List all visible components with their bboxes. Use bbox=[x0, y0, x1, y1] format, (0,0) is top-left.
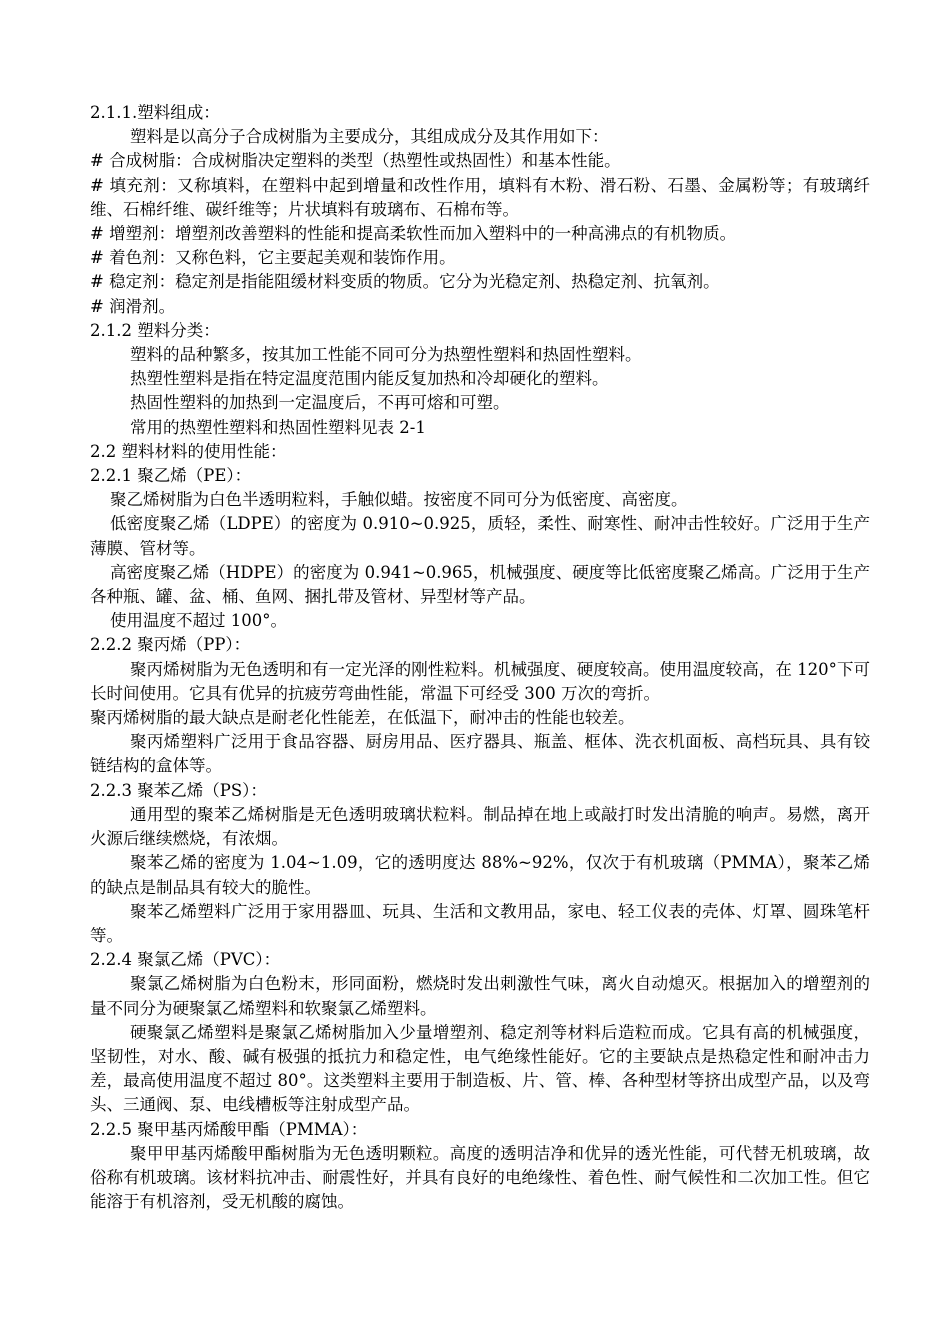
section-heading: 2.2.5 聚甲基丙烯酸甲酯（PMMA）： bbox=[90, 1119, 368, 1139]
paragraph: 聚苯乙烯塑料广泛用于家用器皿、玩具、生活和文教用品，家电、轻工仪表的壳体、灯罩、圆珠笔杆等。 bbox=[90, 901, 870, 945]
list-item: # 填充剂：又称填料，在塑料中起到增量和改性作用，填料有木粉、滑石粉、石墨、金属粉等；有玻璃纤维、石棉纤维、碳纤维等；片状填料有玻璃布、石棉布等。 bbox=[90, 175, 870, 219]
section-heading: 2.2 塑料材料的使用性能： bbox=[90, 441, 287, 461]
paragraph: 聚乙烯树脂为白色半透明粒料，手触似蜡。按密度不同可分为低密度、高密度。 bbox=[110, 490, 688, 510]
list-item: # 稳定剂：稳定剂是指能阻缓材料变质的物质。它分为光稳定剂、热稳定剂、抗氧剂。 bbox=[90, 272, 720, 292]
section-heading: 2.2.4 聚氯乙烯（PVC）： bbox=[90, 950, 281, 970]
paragraph: 高密度聚乙烯（HDPE）的密度为 0.941~0.965，机械强度、硬度等比低密度聚乙烯高。广泛用于生产各种瓶、罐、盆、桶、鱼网、捆扎带及管材、异型材等产品。 bbox=[90, 562, 870, 607]
paragraph: 聚丙烯树脂为无色透明和有一定光泽的刚性粒料。机械强度、硬度较高。使用温度较高，在 120°下可长时间使用。它具有优异的抗疲劳弯曲性能，常温下可经受 300 万次的弯折。 bbox=[90, 659, 870, 703]
section-heading: 2.2.2 聚丙烯（PP）： bbox=[90, 635, 251, 655]
paragraph: 塑料的品种繁多，按其加工性能不同可分为热塑性塑料和热固性塑料。 bbox=[130, 345, 642, 365]
section-heading: 2.2.3 聚苯乙烯（PS）： bbox=[90, 780, 267, 800]
list-item: # 润滑剂。 bbox=[90, 296, 176, 316]
paragraph: 常用的热塑性塑料和热固性塑料见表 2-1 bbox=[130, 417, 426, 437]
paragraph: 热固性塑料的加热到一定温度后，不再可熔和可塑。 bbox=[130, 393, 510, 413]
paragraph: 硬聚氯乙烯塑料是聚氯乙烯树脂加入少量增塑剂、稳定剂等材料后造粒而成。它具有高的机械强度，坚韧性，对水、酸、碱有极强的抵抗力和稳定性，电气绝缘性能好。它的主要缺点是热稳定性和耐冲击力差，最高使用温度不超过 80°。这类塑料主要用于制造板、片、管、棒、各种型材等挤出成型产品，以及弯头、三通阀、泵、电线槽板等注射成型产品。 bbox=[90, 1022, 870, 1115]
paragraph: 塑料是以高分子合成树脂为主要成分，其组成成分及其作用如下： bbox=[130, 127, 609, 147]
section-heading: 2.1.2 塑料分类： bbox=[90, 320, 220, 340]
paragraph: 聚丙烯树脂的最大缺点是耐老化性能差，在低温下，耐冲击的性能也较差。 bbox=[90, 708, 635, 728]
paragraph: 聚甲甲基丙烯酸甲酯树脂为无色透明颗粒。高度的透明洁净和优异的透光性能，可代替无机玻璃，故俗称有机玻璃。该材料抗冲击、耐震性好，并具有良好的电绝缘性、着色性、耐气候性和二次加工性。但它能溶于有机溶剂，受无机酸的腐蚀。 bbox=[90, 1143, 870, 1212]
section-heading: 2.2.1 聚乙烯（PE）： bbox=[90, 466, 252, 486]
list-item: # 增塑剂：增塑剂改善塑料的性能和提高柔软性而加入塑料中的一种高沸点的有机物质。 bbox=[90, 224, 737, 244]
paragraph: 低密度聚乙烯（LDPE）的密度为 0.910~0.925，质轻，柔性、耐寒性、耐冲击性较好。广泛用于生产薄膜、管材等。 bbox=[90, 514, 870, 558]
paragraph: 聚丙烯塑料广泛用于食品容器、厨房用品、医疗器具、瓶盖、框体、洗衣机面板、高档玩具、具有铰链结构的盒体等。 bbox=[90, 732, 870, 776]
paragraph: 聚氯乙烯树脂为白色粉末，形同面粉，燃烧时发出刺激性气味，离火自动熄灭。根据加入的增塑剂的量不同分为硬聚氯乙烯塑料和软聚氯乙烯塑料。 bbox=[90, 974, 870, 1018]
paragraph: 聚苯乙烯的密度为 1.04~1.09，它的透明度达 88%~92%，仅次于有机玻璃（PMMA），聚苯乙烯的缺点是制品具有较大的脆性。 bbox=[90, 853, 870, 897]
list-item: # 合成树脂：合成树脂决定塑料的类型（热塑性或热固性）和基本性能。 bbox=[90, 151, 621, 171]
list-item: # 着色剂：又称色料，它主要起美观和装饰作用。 bbox=[90, 248, 456, 268]
paragraph: 通用型的聚苯乙烯树脂是无色透明玻璃状粒料。制品掉在地上或敲打时发出清脆的响声。易燃，离开火源后继续燃烧，有浓烟。 bbox=[90, 804, 870, 849]
section-heading: 2.1.1.塑料组成： bbox=[90, 103, 220, 122]
paragraph: 使用温度不超过 100°。 bbox=[110, 611, 287, 631]
paragraph: 热塑性塑料是指在特定温度范围内能反复加热和冷却硬化的塑料。 bbox=[130, 369, 609, 389]
document-body bbox=[90, 101, 870, 1214]
